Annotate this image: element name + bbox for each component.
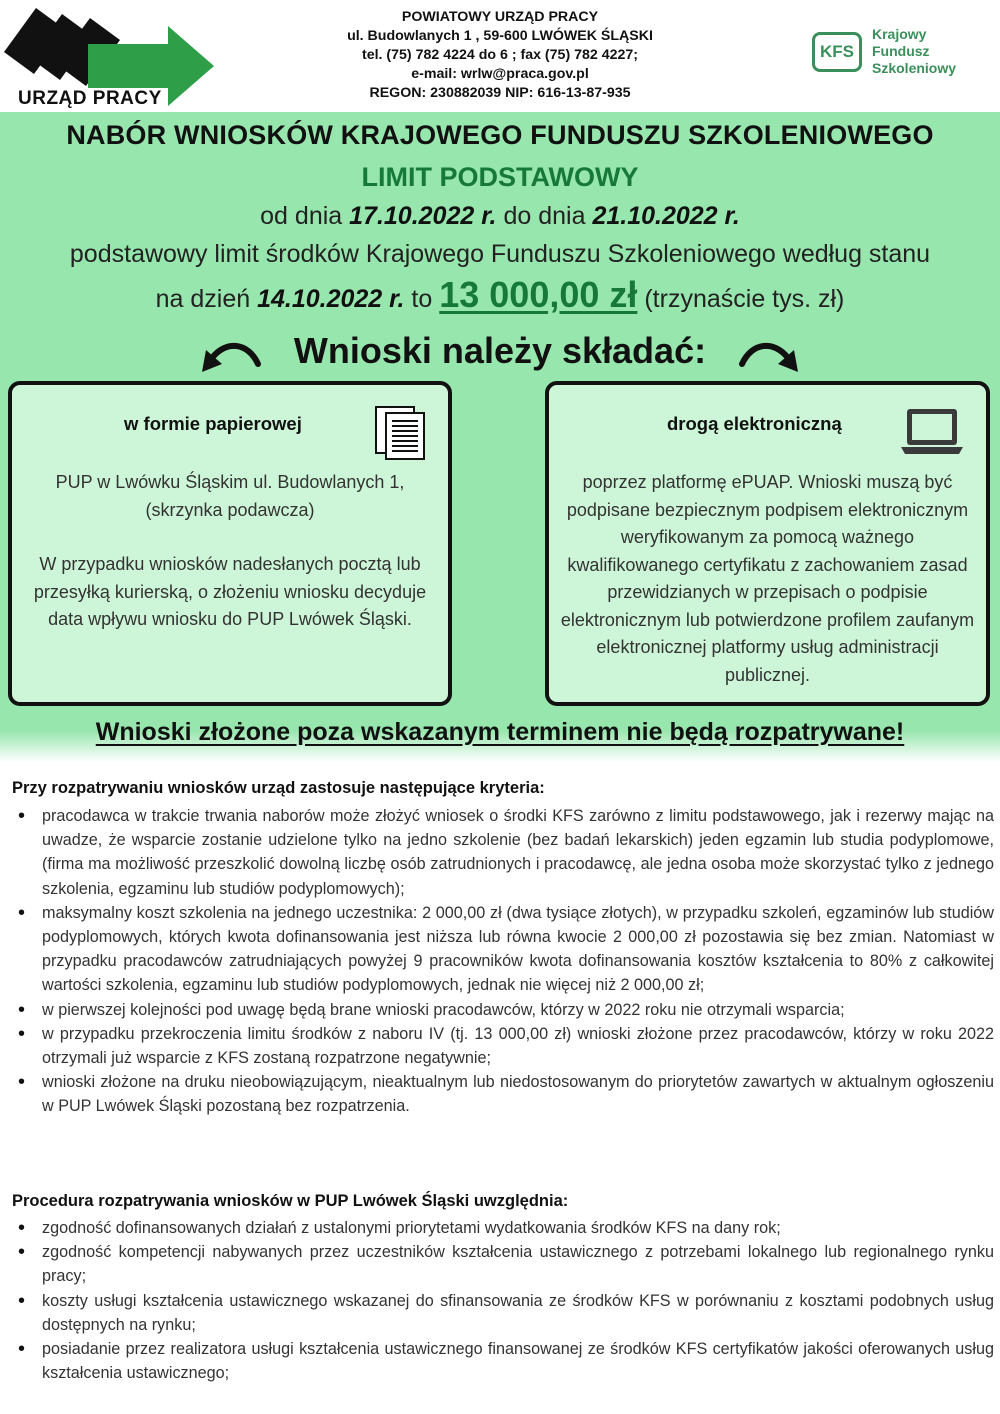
to-label: do dnia: [503, 202, 586, 230]
announcement-subtitle: LIMIT PODSTAWOWY: [361, 162, 639, 192]
electronic-submission-text: poprzez platformę ePUAP. Wnioski muszą być podpisane bezpiecznym podpisem elektronicznym weryfikowanym za pomocą ważnego kwalifikowanego certyfikatu z zachowaniem zasad przewidzianych w przepisach o podpisie elektronicznym lub potwierdzone profilem zaufanym elektronicznej platformy usług administracji publicznej.: [560, 472, 975, 685]
paper-submission-box: [8, 381, 452, 706]
list-item: • zgodność kompetencji nabywanych przez uczestników kształcenia ustawicznego z potrzebami lokalnego lub regionalnego rynku pracy;: [12, 1240, 994, 1288]
as-of-label: na dzień: [155, 285, 251, 313]
date-range: [0, 202, 1000, 231]
criteria-heading: Przy rozpatrywaniu wniosków urząd zastosuje następujące kryteria:: [12, 779, 545, 797]
procedure-list: [12, 1216, 994, 1385]
limit-line: podstawowy limit środków Krajowego Funduszu Szkoleniowego według stanu: [69, 240, 931, 268]
submit-heading-row: [0, 330, 1000, 380]
electronic-submission-box: [545, 381, 990, 706]
to-word: to: [411, 285, 433, 313]
procedure-heading: Procedura rozpatrywania wniosków w PUP Lwówek Śląski uwzględnia:: [12, 1192, 569, 1210]
paper-submission-note: W przypadku wniosków nadesłanych pocztą lub przesyłką kurierską, o złożeniu wniosku decyduje data wpływu wniosku do PUP Lwówek Śląski.: [33, 554, 427, 629]
kfs-name-line: Fundusz: [872, 43, 930, 59]
announcement-title: NABÓR WNIOSKÓW KRAJOWEGO FUNDUSZU SZKOLENIOWEGO: [66, 120, 934, 150]
limit-amount-line: [0, 274, 1000, 316]
list-item: • maksymalny koszt szkolenia na jednego uczestnika: 2 000,00 zł (dwa tysiące złotych), w przypadku szkoleń, egzaminów lub studiów podyplomowych, których kwota dofinansowania jest niższa lub równa kwocie 2 000,00 zł pozostawia się bez zmian. Natomiast w przypadku pracodawców zatrudniających powyżej 9 pracowników kwota dofinansowania kosztów kształcenia to 80% z całkowitej wartości szkolenia, egzaminu lub studiów podyplomowych, jednak nie więcej niż 2 000,00 zł;: [12, 901, 994, 998]
electronic-submission-title: drogą elektroniczną: [667, 413, 842, 434]
list-item: • zgodność dofinansowanych działań z ustalonymi priorytetami wydatkowania środków KFS na dany rok;: [12, 1216, 994, 1240]
list-item: • posiadanie przez realizatora usługi kształcenia ustawicznego finansowanej ze środków KFS certyfikatów jakości oferowanych usług kształcenia ustawicznego;: [12, 1337, 994, 1385]
logo-text: URZĄD PRACY: [18, 88, 162, 109]
kfs-name-line: Krajowy: [872, 26, 927, 42]
from-label: od dnia: [260, 202, 343, 230]
date-from: 17.10.2022 r.: [349, 202, 497, 230]
limit-amount-words: (trzynaście tys. zł): [644, 285, 845, 313]
office-name: POWIATOWY URZĄD PRACY: [401, 9, 599, 25]
paper-submission-title: w formie papierowej: [124, 413, 302, 434]
list-item: • w przypadku przekroczenia limitu środków z naboru IV (tj. 13 000,00 zł) wnioski złożone przez pracodawców, którzy w roku 2022 otrzymali już wsparcie z KFS zostaną rozpatrzone negatywnie;: [12, 1022, 994, 1070]
criteria-list: [12, 804, 994, 1119]
document-icon: [374, 405, 428, 461]
kfs-name: [872, 26, 956, 77]
laptop-icon: [899, 407, 965, 457]
submit-heading: Wnioski należy składać:: [293, 330, 707, 371]
date-to: 21.10.2022 r.: [592, 202, 740, 230]
office-contact-block: [290, 8, 710, 103]
list-item: • w pierwszej kolejności pod uwagę będą brane wnioski pracodawców, którzy w 2022 roku nie otrzymali wsparcia;: [12, 998, 994, 1022]
list-item: • pracodawca w trakcie trwania naborów może złożyć wniosek o środki KFS zarówno z limitu podstawowego, jak i rezerwy mając na uwadze, że wsparcie zostanie udzielone tylko na jedno szkolenie (bez badań lekarskich) jeden egzamin lub studia podyplomowe, (firma ma możliwość przeszkolić dowolną liczbę osób zatrudnionych i pracodawcę, ale jedna osoba może skorzystać tylko z jednego szkolenia, egzaminu lub studiów podyplomowych);: [12, 804, 994, 901]
kfs-logo: [812, 26, 992, 86]
paper-submission-address: PUP w Lwówku Śląskim ul. Budowlanych 1, (skrzynka podawcza): [55, 472, 405, 520]
office-phone: tel. (75) 782 4224 do 6 ; fax (75) 782 4227;: [361, 47, 639, 63]
office-address: ul. Budowlanych 1 , 59-600 LWÓWEK ŚLĄSKI: [347, 28, 653, 44]
kfs-name-line: Szkoleniowy: [872, 60, 957, 76]
letterhead: [0, 0, 1000, 112]
as-of-date: 14.10.2022 r.: [257, 285, 405, 313]
office-email: e-mail: wrlw@praca.gov.pl: [411, 66, 589, 82]
kfs-badge: KFS: [812, 32, 862, 72]
deadline-warning: Wnioski złożone poza wskazanym terminem nie będą rozpatrywane!: [95, 718, 905, 746]
curved-arrow-right-icon: [738, 334, 800, 378]
list-item: • koszty usługi kształcenia ustawicznego wskazanej do sfinansowania ze środków KFS w porównaniu z kosztami podobnych usług dostępnych na rynku;: [12, 1289, 994, 1337]
limit-amount: 13 000,00 zł: [439, 274, 638, 315]
urzad-pracy-logo: [0, 0, 218, 112]
office-regon-nip: REGON: 230882039 NIP: 616-13-87-935: [369, 85, 631, 101]
list-item: • wnioski złożone na druku nieobowiązującym, nieaktualnym lub niedostosowanym do priorytetów zawartych w aktualnym ogłoszeniu w PUP Lwówek Śląski pozostaną bez rozpatrzenia.: [12, 1070, 994, 1118]
